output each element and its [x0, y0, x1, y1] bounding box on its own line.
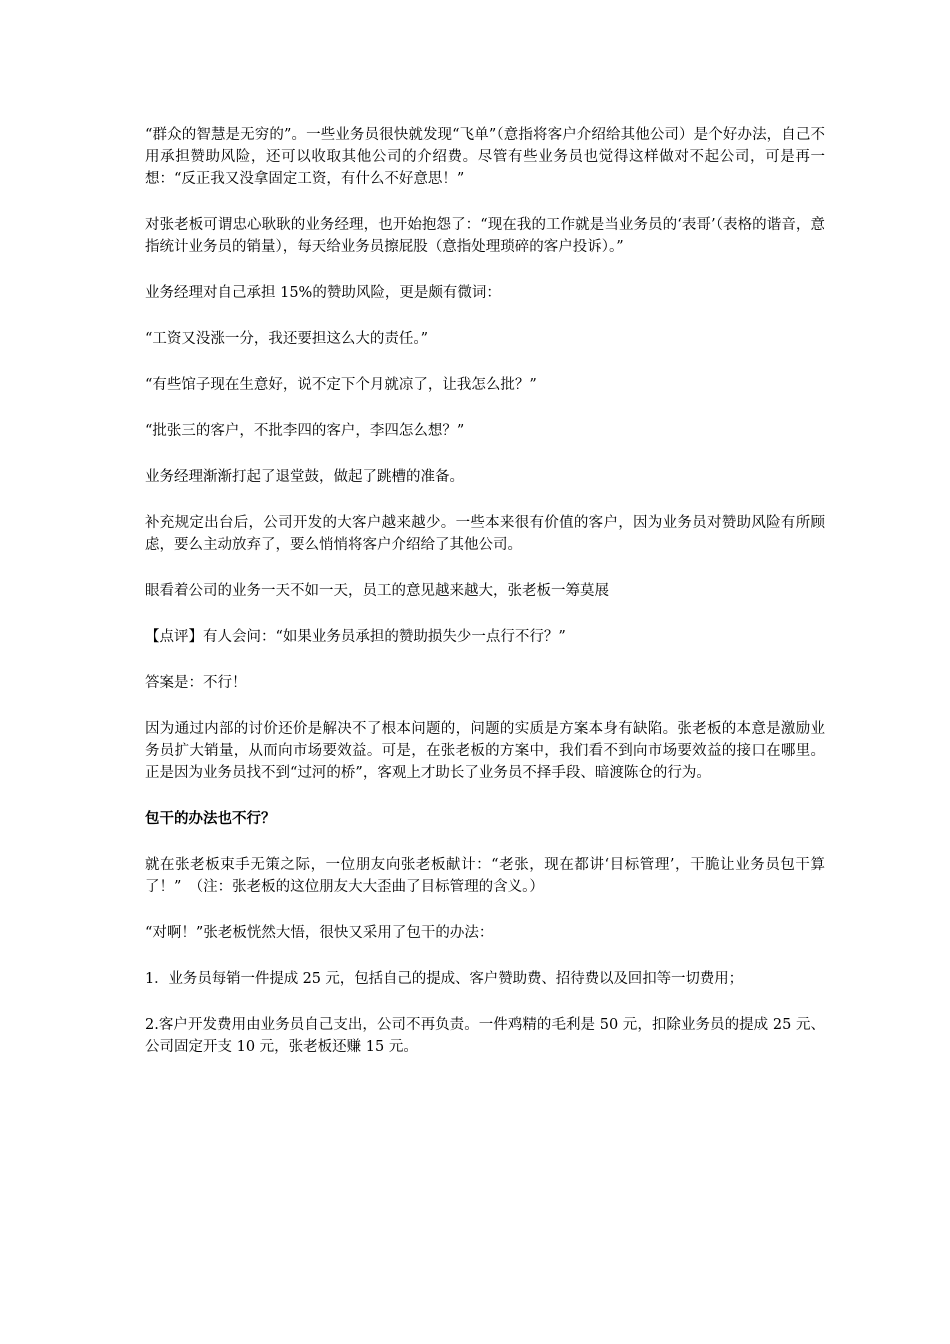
paragraph-risk-share: 业务经理对自己承担 15%的赞助风险，更是颇有微词：	[145, 285, 501, 301]
paragraph-analysis: 因为通过内部的讨价还价是解决不了根本问题的，问题的实质是方案本身有缺陷。张老板的本意是激励业务员扩大销量，从而向市场要效益。可是，在张老板的方案中，我们看不到向市场要效益的接口在哪里。正是因为业务员找不到“过河的桥”，客观上才助长了业务员不择手段、暗渡陈仓的行为。	[145, 721, 825, 781]
paragraph-friend-advice: 就在张老板束手无策之际，一位朋友向张老板献计：“老张，现在都讲‘目标管理’，干脆让业务员包干算了！” （注：张老板的这位朋友大大歪曲了目标管理的含义。）	[145, 857, 825, 895]
quote-salary: “工资又没涨一分，我还要担这么大的责任。”	[145, 331, 429, 347]
paragraph-commentary: 【点评】有人会问：“如果业务员承担的赞助损失少一点行不行？”	[145, 629, 566, 645]
quote-zhang-li: “批张三的客户，不批李四的客户，李四怎么想？”	[145, 423, 465, 439]
paragraph-manager-complaint: 对张老板可谓忠心耿耿的业务经理，也开始抱怨了：“现在我的工作就是当业务员的‘表哥’（表格的谐音，意指统计业务员的销量），每天给业务员擦屁股（意指处理琐碎的客户投诉）。”	[145, 217, 825, 255]
list-item-expenses: 2.客户开发费用由业务员自己支出，公司不再负责。一件鸡精的毛利是 50 元，扣除业务员的提成 25 元、公司固定开支 10 元，张老板还赚 15 元。	[145, 1017, 825, 1055]
paragraph-answer: 答案是：不行！	[145, 675, 247, 691]
paragraph-business-decline: 眼看着公司的业务一天不如一天，员工的意见越来越大，张老板一筹莫展	[145, 583, 609, 599]
paragraph-flying-orders: “群众的智慧是无穷的”。一些业务员很快就发现“飞单”（意指将客户介绍给其他公司）是个好办法，自己不用承担赞助风险，还可以收取其他公司的介绍费。尽管有些业务员也觉得这样做对不起公司，可是再一想：“反正我又没拿固定工资，有什么不好意思！”	[145, 127, 825, 187]
section-heading: 包干的办法也不行？	[145, 811, 276, 827]
paragraph-zhang-agrees: “对啊！”张老板恍然大悟，很快又采用了包干的办法：	[145, 925, 494, 941]
paragraph-manager-quit: 业务经理渐渐打起了退堂鼓，做起了跳槽的准备。	[145, 469, 464, 485]
paragraph-fewer-clients: 补充规定出台后，公司开发的大客户越来越少。一些本来很有价值的客户，因为业务员对赞助风险有所顾虑，要么主动放弃了，要么悄悄将客户介绍给了其他公司。	[145, 515, 825, 553]
quote-restaurants: “有些馆子现在生意好，说不定下个月就凉了，让我怎么批？”	[145, 377, 537, 393]
list-item-commission: 1．业务员每销一件提成 25 元，包括自己的提成、客户赞助费、招待费以及回扣等一切费用；	[145, 971, 743, 987]
document-body	[145, 124, 825, 1082]
